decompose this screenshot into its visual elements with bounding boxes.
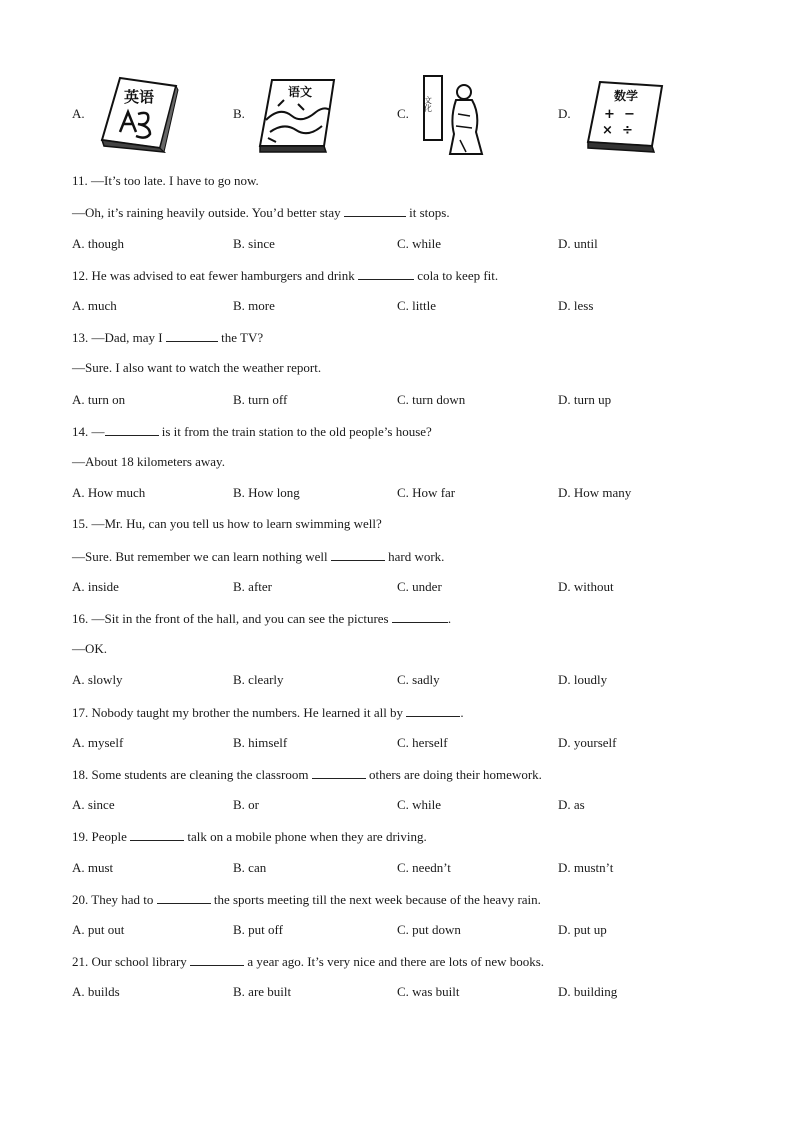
option-c[interactable]: C. while [397, 236, 442, 251]
english-book-title: 英语 [124, 88, 155, 106]
option-d[interactable]: D. put up [558, 922, 607, 937]
question-12-prompt: 12. He was advised to eat fewer hamburgers and drink cola to keep fit. [72, 268, 499, 283]
option-c[interactable]: C. needn’t [397, 860, 451, 875]
option-b[interactable]: B. more [233, 298, 275, 313]
option-c[interactable]: C. was built [397, 984, 460, 999]
answer-blank[interactable] [331, 548, 385, 561]
option-c[interactable]: C. How far [397, 485, 456, 500]
option-c[interactable]: C. turn down [397, 392, 466, 407]
question-14-prompt: 14. — is it from the train station to the old people’s house? [72, 424, 432, 439]
option-c[interactable]: C. sadly [397, 672, 440, 687]
option-c[interactable]: C. put down [397, 922, 461, 937]
option-b[interactable]: B. clearly [233, 672, 284, 687]
option-d[interactable]: D. yourself [558, 735, 617, 750]
culture-book-icon [420, 74, 490, 160]
option-a[interactable]: A. much [72, 298, 117, 313]
option-b[interactable]: B. himself [233, 735, 288, 750]
option-b[interactable]: B. are built [233, 984, 292, 999]
answer-blank[interactable] [358, 267, 414, 280]
svg-text:+: + [604, 107, 615, 122]
option-c[interactable]: C. little [397, 298, 436, 313]
option-c[interactable]: C. herself [397, 735, 448, 750]
question-16-prompt: 16. —Sit in the front of the hall, and you can see the pictures . [72, 611, 452, 626]
option-b[interactable]: B. put off [233, 922, 283, 937]
question-13-reply: —Sure. I also want to watch the weather report. [72, 360, 322, 375]
answer-blank[interactable] [312, 766, 366, 779]
english-book-icon [98, 76, 180, 154]
option-d[interactable]: D. until [558, 236, 598, 251]
question-11-reply: —Oh, it’s raining heavily outside. You’d better stay it stops. [72, 205, 450, 220]
option-b[interactable]: B. after [233, 579, 272, 594]
option-d[interactable]: D. less [558, 298, 594, 313]
option-b[interactable]: B. turn off [233, 392, 288, 407]
option-a[interactable]: A. though [72, 236, 124, 251]
question-15-reply: —Sure. But remember we can learn nothing well hard work. [72, 549, 445, 564]
question-19-prompt: 19. People talk on a mobile phone when they are driving. [72, 829, 427, 844]
culture-book-title: 文化 [423, 96, 433, 112]
answer-blank[interactable] [344, 204, 406, 217]
option-a[interactable]: A. put out [72, 922, 125, 937]
answer-blank[interactable] [406, 704, 460, 717]
option-b-letter: B. [233, 106, 245, 121]
option-c[interactable]: C. under [397, 579, 442, 594]
question-13-prompt: 13. —Dad, may I the TV? [72, 330, 264, 345]
question-17-prompt: 17. Nobody taught my brother the numbers. He learned it all by . [72, 705, 464, 720]
option-a[interactable]: A. must [72, 860, 114, 875]
option-a[interactable]: A. builds [72, 984, 120, 999]
option-b[interactable]: B. How long [233, 485, 300, 500]
option-a-letter: A. [72, 106, 85, 121]
option-d[interactable]: D. without [558, 579, 614, 594]
chinese-book-title: 语文 [288, 85, 313, 99]
question-11-prompt: 11. —It’s too late. I have to go now. [72, 173, 259, 188]
question-21-prompt: 21. Our school library a year ago. It’s very nice and there are lots of new books. [72, 954, 545, 969]
option-b[interactable]: B. or [233, 797, 259, 812]
option-a[interactable]: A. myself [72, 735, 124, 750]
answer-blank[interactable] [392, 610, 448, 623]
option-d[interactable]: D. How many [558, 485, 632, 500]
svg-text:−: − [624, 107, 635, 122]
option-d[interactable]: D. loudly [558, 672, 608, 687]
option-c-letter: C. [397, 106, 409, 121]
question-15-prompt: 15. —Mr. Hu, can you tell us how to learn swimming well? [72, 516, 382, 531]
option-b[interactable]: B. since [233, 236, 275, 251]
answer-blank[interactable] [166, 329, 218, 342]
svg-text:×: × [602, 123, 613, 138]
option-d[interactable]: D. as [558, 797, 585, 812]
option-a[interactable]: A. How much [72, 485, 146, 500]
option-c[interactable]: C. while [397, 797, 442, 812]
answer-blank[interactable] [105, 423, 159, 436]
svg-text:÷: ÷ [622, 123, 633, 138]
option-d[interactable]: D. mustn’t [558, 860, 614, 875]
math-book-icon [584, 80, 666, 156]
chinese-book-icon [258, 76, 340, 156]
answer-blank[interactable] [190, 953, 244, 966]
question-16-reply: —OK. [72, 641, 108, 656]
option-d[interactable]: D. building [558, 984, 618, 999]
option-d[interactable]: D. turn up [558, 392, 612, 407]
option-a[interactable]: A. inside [72, 579, 119, 594]
answer-blank[interactable] [157, 891, 211, 904]
question-14-reply: —About 18 kilometers away. [72, 454, 225, 469]
answer-blank[interactable] [130, 828, 184, 841]
option-d-letter: D. [558, 106, 571, 121]
question-18-prompt: 18. Some students are cleaning the classroom others are doing their homework. [72, 767, 542, 782]
option-a[interactable]: A. since [72, 797, 115, 812]
option-a[interactable]: A. turn on [72, 392, 126, 407]
option-a[interactable]: A. slowly [72, 672, 123, 687]
option-b[interactable]: B. can [233, 860, 267, 875]
question-20-prompt: 20. They had to the sports meeting till the next week because of the heavy rain. [72, 892, 541, 907]
math-book-title: 数学 [614, 89, 639, 103]
